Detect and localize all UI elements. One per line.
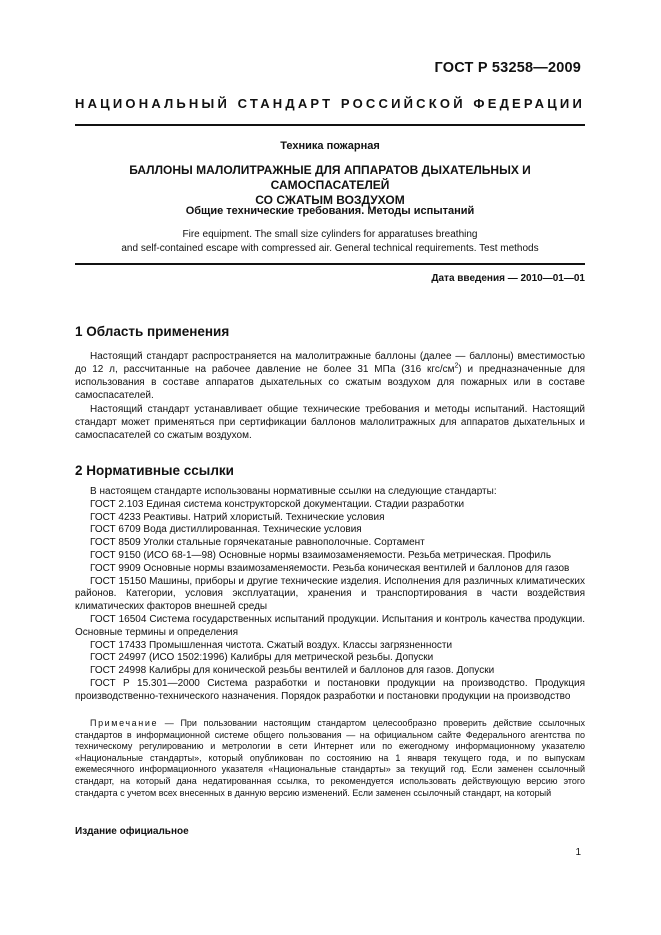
- list-item: ГОСТ 16504 Система государственных испытаний продукции. Испытания и контроль качества продукции. Основные термины и определения: [75, 613, 585, 638]
- list-item: ГОСТ 9150 (ИСО 68-1—98) Основные нормы взаимозаменяемости. Резьба метрическая. Профиль: [90, 549, 552, 561]
- national-standard-line: НАЦИОНАЛЬНЫЙ СТАНДАРТ РОССИЙСКОЙ ФЕДЕРАЦИИ: [75, 96, 585, 111]
- page-number: 1: [575, 847, 581, 858]
- section-1-paragraph-1: [75, 350, 585, 402]
- para2-text: Настоящий стандарт устанавливает общие технические требования и методы испытаний. Настоящий стандарт может применяться при сертификации баллонов малолитражных для аппаратов дыхательных и самоспасателей со сжатым воздухом.: [75, 404, 585, 441]
- title-line-2: СО СЖАТЫМ ВОЗДУХОМ: [255, 193, 405, 207]
- list-item: ГОСТ 15150 Машины, приборы и другие технические изделия. Исполнения для различных климатических районов. Категории, условия эксплуатации, хранения и транспортирования в части воздействия климатических факторов внешней среды: [75, 575, 585, 613]
- note-label: Примечание: [90, 718, 159, 728]
- list-item: ГОСТ 17433 Промышленная чистота. Сжатый воздух. Классы загрязненности: [90, 639, 453, 651]
- note-block: [75, 718, 585, 799]
- list-item: ГОСТ 4233 Реактивы. Натрий хлористый. Технические условия: [90, 511, 385, 523]
- english-title: [75, 228, 585, 256]
- document-title: [75, 163, 585, 208]
- list-item: ГОСТ 6709 Вода дистиллированная. Технические условия: [90, 524, 362, 536]
- list-item: ГОСТ Р 15.301—2000 Система разработки и постановки продукции на производство. Продукция производственно-технического назначения. Порядок разработки и постановки продукции на производство: [75, 677, 585, 702]
- gost-number: ГОСТ Р 53258—2009: [434, 60, 581, 76]
- note-text: — При пользовании настоящим стандартом целесообразно проверить действие ссылочных стандартов в информационной системе общего пользования — на официальном сайте Федерального агентства по техническому регулированию и метрологии в сети Интернет или по ежегодному информационному указателю «Национальные стандарты», который опубликован по состоянию на 1 января текущего года, и по выпускам ежемесячного информационного указателя «Национальные стандарты» за текущий год. Если заменен ссылочный стандарт, на который дана недатированная ссылка, то рекомендуется использовать действующую версию этого стандарта с учетом всех внесенных в данную версию изменений. Если заменен ссылочный стандарт, на который: [75, 718, 585, 798]
- english-line-2: and self-contained escape with compressed air. General technical requirements. Test methods: [121, 243, 539, 254]
- para1-superscript: 2: [454, 362, 459, 370]
- para1-text-a: Настоящий стандарт распространяется на малолитражные баллоны (далее — баллоны) вместимостью до 12 л, рассчитанные на рабочее давление не более 31 МПа (316 кгс/см: [75, 351, 585, 375]
- list-item: ГОСТ 24998 Калибры для конической резьбы вентилей и баллонов для газов. Допуски: [90, 665, 495, 677]
- para1-text-b: ) и предназначенные для использования в составе аппаратов дыхательных со сжатым воздухом для пожарных или в составе самоспасателей.: [75, 364, 585, 401]
- list-item: ГОСТ 2.103 Единая система конструкторской документации. Стадии разработки: [90, 498, 465, 510]
- english-line-1: Fire equipment. The small size cylinders for apparatuses breathing: [182, 229, 478, 240]
- document-subtitle: Общие технические требования. Методы испытаний: [185, 205, 475, 217]
- title-line-1: БАЛЛОНЫ МАЛОЛИТРАЖНЫЕ ДЛЯ АППАРАТОВ ДЫХАТЕЛЬНЫХ И САМОСПАСАТЕЛЕЙ: [129, 163, 531, 192]
- list-item: ГОСТ 9909 Основные нормы взаимозаменяемости. Резьба коническая вентилей и баллонов для газов: [90, 562, 570, 574]
- top-rule: [75, 124, 585, 126]
- normative-references-list: [75, 486, 585, 704]
- official-edition-label: Издание официальное: [75, 826, 189, 837]
- section-1-paragraph-2: [75, 403, 585, 442]
- list-item: В настоящем стандарте использованы нормативные ссылки на следующие стандарты:: [90, 486, 497, 497]
- section-2-heading: 2 Нормативные ссылки: [75, 463, 234, 478]
- bottom-rule: [75, 263, 585, 265]
- list-item: ГОСТ 8509 Уголки стальные горячекатаные равнополочные. Сортамент: [90, 537, 425, 549]
- subject-heading: Техника пожарная: [280, 140, 380, 152]
- list-item: ГОСТ 24997 (ИСО 1502:1996) Калибры для метрической резьбы. Допуски: [90, 652, 434, 664]
- section-1-heading: 1 Область применения: [75, 324, 230, 339]
- introduction-date: Дата введения — 2010—01—01: [431, 273, 585, 284]
